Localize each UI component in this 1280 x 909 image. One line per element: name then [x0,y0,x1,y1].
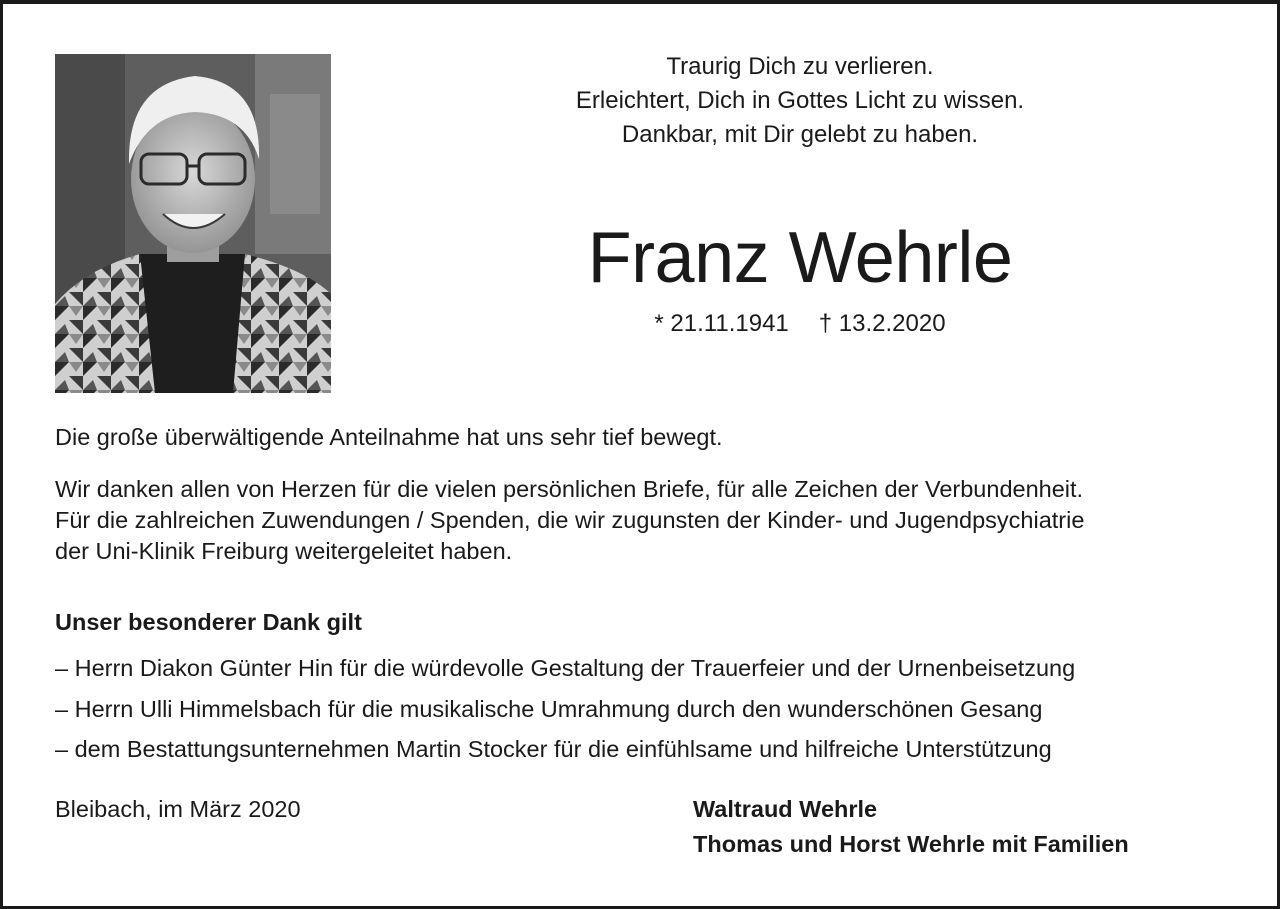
quote-line: Erleichtert, Dich in Gottes Licht zu wissen. [575,87,1025,114]
thanks-item: – dem Bestattungsunternehmen Martin Stocker für die einfühlsame und hilfreiche Unterstützung [55,736,1052,762]
special-thanks-list [55,648,1230,770]
paragraph-line: der Uni-Klinik Freiburg weitergeleitet haben. [55,538,513,564]
quote-line: Dankbar, mit Dir gelebt zu haben. [621,121,979,148]
sympathy-paragraph [55,422,1230,453]
thanks-item: – Herrn Diakon Günter Hin für die würdevolle Gestaltung der Trauerfeier und der Urnenbeisetzung [55,655,1076,681]
paragraph-line: Die große überwältigende Anteilnahme hat uns sehr tief bewegt. [55,424,723,450]
life-dates [440,308,1160,340]
death-date: † 13.2.2020 [818,310,946,337]
signer: Thomas und Horst Wehrle mit Familien [693,831,1129,857]
signer: Waltraud Wehrle [693,796,878,822]
thanks-item: – Herrn Ulli Himmelsbach für die musikalische Umrahmung durch den wunderschönen Gesang [55,695,1043,722]
quote-line: Traurig Dich zu verlieren. [666,53,934,80]
birth-date: * 21.11.1941 [654,310,789,337]
memorial-quote [440,50,1160,152]
paragraph-line: Wir danken allen von Herzen für die vielen persönlichen Briefe, für alle Zeichen der Verbundenheit. [55,476,1084,502]
paragraph-line: Für die zahlreichen Zuwendungen / Spenden, die wir zugunsten der Kinder- und Jugendpsychiatrie [55,507,1085,533]
signers [693,792,1129,862]
special-thanks-heading: Unser besonderer Dank gilt [55,609,362,635]
gratitude-paragraph [55,474,1230,567]
deceased-name: Franz Wehrle [587,218,1013,298]
place-date: Bleibach, im März 2020 [55,796,301,822]
portrait-photo [55,54,331,393]
